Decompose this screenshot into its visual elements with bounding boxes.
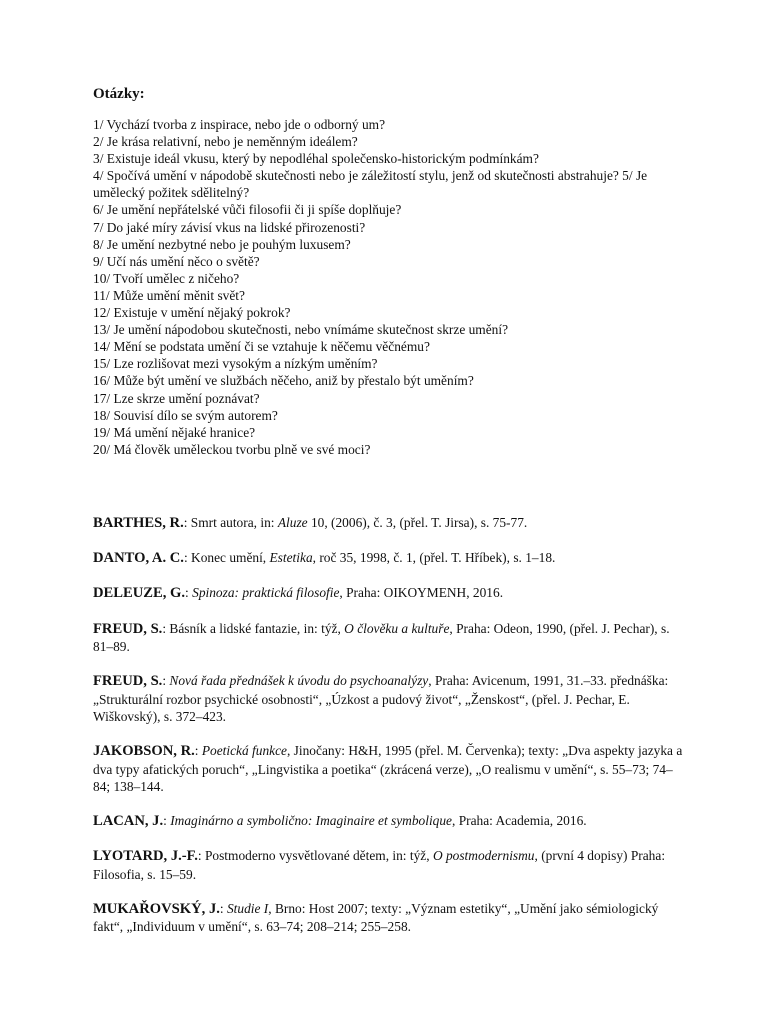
reference-text: : (185, 585, 193, 601)
reference-text: , Praha: Academia, 2016. (452, 813, 587, 829)
question-item: 7/ Do jaké míry závisí vkus na lidské přirozenosti? (93, 219, 366, 235)
reference-title: Spinoza: praktická filosofie (192, 585, 340, 601)
reference-author: FREUD, S. (93, 620, 163, 637)
reference-title: O postmodernismu (432, 848, 535, 864)
questions-list (93, 116, 683, 458)
reference-text: : (219, 901, 227, 917)
reference-text: , Praha: Avicenum, 1991, 31.–33. přednáška: „Strukturální rozbor psychické osobnosti“, „Úzkost a pudový život“, „Ženskost“, (přel. J. Pechar, E. Wiškovský), s. 372–423. (93, 673, 669, 724)
question-item: 2/ Je krása relativní, nebo je neměnným ideálem? (93, 134, 358, 150)
reference-title: Poetická funkce (201, 743, 287, 759)
reference-text: , (první 4 dopisy) Praha: Filosofia, s. 15–59. (93, 848, 666, 882)
reference-author: DANTO, A. C. (93, 550, 184, 567)
reference-title: Imaginárno a symbolično: Imaginaire et symbolique (170, 813, 452, 829)
reference-entry (93, 742, 683, 795)
question-item: 1/ Vychází tvorba z inspirace, nebo jde o odborný um? (93, 117, 386, 132)
question-item: 15/ Lze rozlišovat mezi vysokým a nízkým uměním? (93, 356, 378, 372)
reference-text: , Jinočany: H&H, 1995 (přel. M. Červenka); texty: „Dva aspekty jazyka a dva typy afatických poruch“, „Lingvistika a poetika“ (zkrácená verze), „O realismu v umění“, s. 55–73; 74–84; 138–144. (93, 743, 683, 794)
reference-text: : (163, 813, 171, 829)
reference-text: : Postmoderno vysvětlované dětem, in: týž, (197, 848, 433, 864)
reference-text: : Básník a lidské fantazie, in: týž, (162, 620, 345, 636)
question-item: 16/ Může být umění ve službách něčeho, aniž by přestalo být uměním? (93, 373, 474, 389)
question-item: 6/ Je umění nepřátelské vůči filosofii či ji spíše doplňuje? (93, 202, 402, 218)
question-item: 17/ Lze skrze umění poznávat? (93, 390, 260, 406)
question-item: 3/ Existuje ideál vkusu, který by nepodléhal společensko-historickým podmínkám? (93, 151, 539, 167)
reference-author: JAKOBSON, R. (93, 743, 195, 760)
reference-entry (93, 514, 683, 532)
reference-entry (93, 584, 683, 602)
question-item: 20/ Má člověk uměleckou tvorbu plně ve své moci? (93, 441, 371, 457)
reference-text: : (194, 743, 202, 759)
reference-text: : (162, 673, 170, 689)
reference-author: LYOTARD, J.-F. (93, 848, 198, 865)
reference-text: , roč 35, 1998, č. 1, (přel. T. Hříbek), s. 1–18. (312, 550, 556, 566)
reference-author: FREUD, S. (93, 673, 163, 690)
reference-author: DELEUZE, G. (93, 585, 186, 602)
document-page (93, 84, 683, 953)
reference-text: , Praha: Odeon, 1990, (přel. J. Pechar), s. 81–89. (93, 620, 670, 655)
reference-text: 10, (2006), č. 3, (přel. T. Jirsa), s. 75-77. (307, 514, 528, 530)
question-item: 12/ Existuje v umění nějaký pokrok? (93, 305, 291, 321)
question-item: 13/ Je umění nápodobou skutečnosti, nebo vnímáme skutečnost skrze umění? (93, 322, 509, 338)
bibliography (93, 514, 683, 936)
reference-title: Studie I (226, 901, 269, 917)
question-item: 4/ Spočívá umění v nápodobě skutečnosti nebo je záležitostí stylu, jenž od skutečnosti abstrahuje? 5/ Je umělecký požitek sdělitelný? (93, 168, 648, 201)
question-item: 11/ Může umění měnit svět? (93, 287, 245, 303)
reference-title: Nová řada přednášek k úvodu do psychoanalýzy (169, 673, 429, 689)
reference-author: LACAN, J. (93, 813, 164, 830)
reference-text: , Brno: Host 2007; texty: „Význam estetiky“, „Umění jako sémiologický fakt“, „Individuum v umění“, s. 63–74; 208–214; 255–258. (93, 901, 659, 935)
reference-title: Estetika (269, 550, 313, 566)
question-item: 8/ Je umění nezbytné nebo je pouhým luxusem? (93, 236, 351, 252)
reference-author: MUKAŘOVSKÝ, J. (93, 901, 220, 918)
question-item: 14/ Mění se podstata umění či se vztahuje k něčemu věčnému? (93, 339, 430, 355)
questions-heading: Otázky: (93, 86, 145, 102)
reference-entry (93, 812, 683, 830)
reference-title: Aluze (277, 514, 308, 530)
reference-entry (93, 620, 683, 656)
reference-entry (93, 900, 683, 936)
reference-text: : Smrt autora, in: (183, 514, 278, 530)
reference-text: : Konec umění, (183, 550, 270, 566)
question-item: 9/ Učí nás umění něco o světě? (93, 253, 260, 269)
reference-author: BARTHES, R. (93, 514, 184, 531)
question-item: 18/ Souvisí dílo se svým autorem? (93, 407, 278, 423)
question-item: 19/ Má umění nějaké hranice? (93, 424, 256, 440)
reference-text: , Praha: OIKOYMENH, 2016. (339, 585, 504, 601)
reference-title: O člověku a kultuře (344, 620, 450, 636)
reference-entry (93, 549, 683, 567)
question-item: 10/ Tvoří umělec z ničeho? (93, 270, 240, 286)
reference-entry (93, 847, 683, 883)
reference-entry (93, 672, 683, 725)
